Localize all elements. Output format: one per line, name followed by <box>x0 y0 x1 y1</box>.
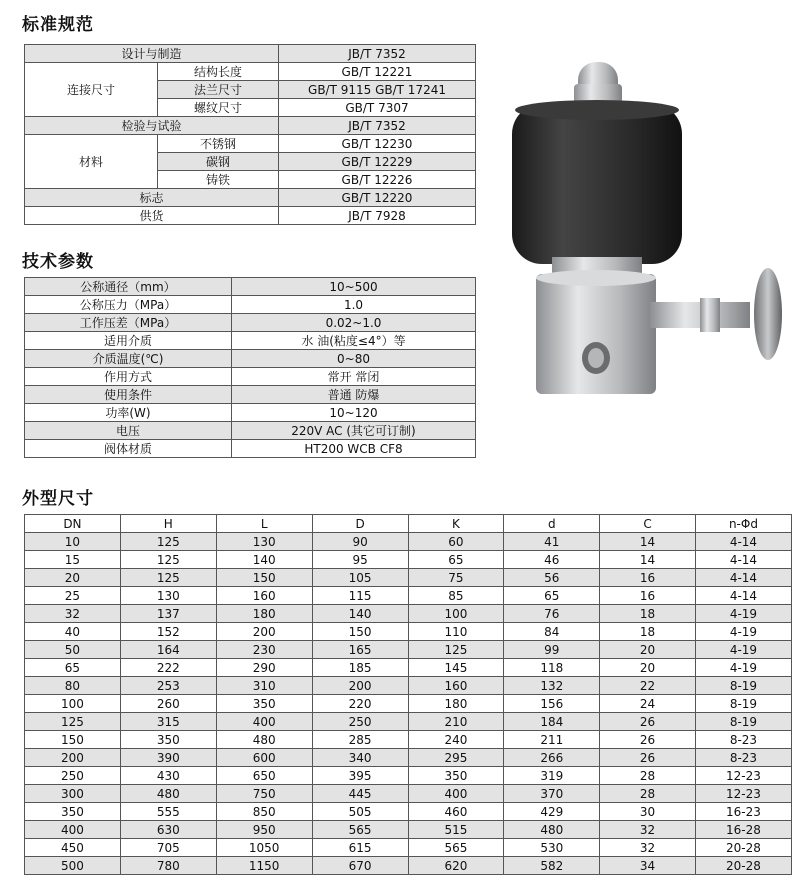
dims-cell: 65 <box>504 587 600 605</box>
dims-cell: 850 <box>216 803 312 821</box>
dims-cell: 220 <box>312 695 408 713</box>
dims-cell: 152 <box>120 623 216 641</box>
dims-cell: 670 <box>312 857 408 875</box>
dims-cell: 266 <box>504 749 600 767</box>
dims-cell: 165 <box>312 641 408 659</box>
standards-sub-label: 法兰尺寸 <box>158 81 279 99</box>
dims-cell: 76 <box>504 605 600 623</box>
dims-cell: 130 <box>216 533 312 551</box>
dims-column-header: DN <box>25 515 121 533</box>
dims-cell: 125 <box>120 551 216 569</box>
dims-cell: 84 <box>504 623 600 641</box>
dims-cell: 16-23 <box>695 803 791 821</box>
dims-column-header: d <box>504 515 600 533</box>
standards-label: 设计与制造 <box>25 45 279 63</box>
dims-cell: 34 <box>600 857 696 875</box>
dims-cell: 100 <box>25 695 121 713</box>
dims-cell: 125 <box>120 569 216 587</box>
dims-cell: 18 <box>600 623 696 641</box>
dims-cell: 450 <box>25 839 121 857</box>
dims-cell: 555 <box>120 803 216 821</box>
table-row <box>25 767 792 785</box>
dims-cell: 40 <box>25 623 121 641</box>
dims-cell: 156 <box>504 695 600 713</box>
dims-cell: 14 <box>600 533 696 551</box>
dims-cell: 4-14 <box>695 551 791 569</box>
tech-label: 电压 <box>25 422 232 440</box>
tech-row <box>25 350 476 368</box>
dims-cell: 56 <box>504 569 600 587</box>
dims-cell: 1150 <box>216 857 312 875</box>
dims-cell: 240 <box>408 731 504 749</box>
dims-cell: 530 <box>504 839 600 857</box>
tech-row <box>25 422 476 440</box>
dims-cell: 480 <box>120 785 216 803</box>
standards-value: GB/T 12221 <box>279 63 476 81</box>
dims-cell: 20-28 <box>695 839 791 857</box>
dims-cell: 26 <box>600 731 696 749</box>
dims-cell: 295 <box>408 749 504 767</box>
tech-row <box>25 296 476 314</box>
dims-cell: 285 <box>312 731 408 749</box>
dims-cell: 615 <box>312 839 408 857</box>
dims-cell: 75 <box>408 569 504 587</box>
standards-label: 供货 <box>25 207 279 225</box>
tech-label: 作用方式 <box>25 368 232 386</box>
dims-cell: 705 <box>120 839 216 857</box>
dims-cell: 429 <box>504 803 600 821</box>
table-row <box>25 785 792 803</box>
standards-value: JB/T 7928 <box>279 207 476 225</box>
dims-cell: 565 <box>408 839 504 857</box>
dims-cell: 132 <box>504 677 600 695</box>
dims-cell: 4-14 <box>695 569 791 587</box>
table-row <box>25 731 792 749</box>
dims-cell: 350 <box>25 803 121 821</box>
dims-cell: 370 <box>504 785 600 803</box>
dims-cell: 4-14 <box>695 533 791 551</box>
dims-cell: 505 <box>312 803 408 821</box>
tech-row <box>25 278 476 296</box>
dims-cell: 18 <box>600 605 696 623</box>
table-row <box>25 677 792 695</box>
tech-row <box>25 368 476 386</box>
dims-cell: 430 <box>120 767 216 785</box>
dims-cell: 150 <box>216 569 312 587</box>
dims-cell: 16-28 <box>695 821 791 839</box>
dims-cell: 222 <box>120 659 216 677</box>
dims-cell: 4-19 <box>695 641 791 659</box>
table-row <box>25 587 792 605</box>
dims-cell: 164 <box>120 641 216 659</box>
standards-value: GB/T 7307 <box>279 99 476 117</box>
dims-cell: 10 <box>25 533 121 551</box>
dims-cell: 115 <box>312 587 408 605</box>
dims-cell: 8-23 <box>695 731 791 749</box>
dims-cell: 250 <box>25 767 121 785</box>
dims-cell: 16 <box>600 587 696 605</box>
table-row <box>25 641 792 659</box>
table-row <box>25 821 792 839</box>
table-row <box>25 713 792 731</box>
dims-cell: 20 <box>600 641 696 659</box>
dims-cell: 16 <box>600 569 696 587</box>
dims-cell: 4-19 <box>695 623 791 641</box>
dims-cell: 500 <box>25 857 121 875</box>
standards-value: GB/T 12220 <box>279 189 476 207</box>
tech-value: 0.02~1.0 <box>232 314 476 332</box>
tech-row <box>25 386 476 404</box>
standards-group-label: 材料 <box>25 135 158 189</box>
dims-cell: 180 <box>408 695 504 713</box>
standards-sub-label: 结构长度 <box>158 63 279 81</box>
dims-cell: 46 <box>504 551 600 569</box>
dims-cell: 400 <box>25 821 121 839</box>
standards-label: 标志 <box>25 189 279 207</box>
dims-cell: 4-19 <box>695 659 791 677</box>
dims-cell: 8-19 <box>695 677 791 695</box>
dims-cell: 390 <box>120 749 216 767</box>
standards-value: GB/T 12230 <box>279 135 476 153</box>
dims-cell: 260 <box>120 695 216 713</box>
solenoid-valve-photo <box>500 52 790 402</box>
valve-body <box>536 274 656 394</box>
table-row <box>25 857 792 875</box>
dims-column-header: D <box>312 515 408 533</box>
standards-sub-label: 碳钢 <box>158 153 279 171</box>
standards-row <box>25 63 476 81</box>
standards-sub-label: 不锈钢 <box>158 135 279 153</box>
table-row <box>25 569 792 587</box>
tech-value: 220V AC (其它可订制) <box>232 422 476 440</box>
dims-column-header: L <box>216 515 312 533</box>
dims-table <box>24 514 792 875</box>
table-row <box>25 605 792 623</box>
standards-table <box>24 44 476 225</box>
standards-group-label: 连接尺寸 <box>25 63 158 117</box>
dims-cell: 8-23 <box>695 749 791 767</box>
dims-cell: 290 <box>216 659 312 677</box>
table-row <box>25 659 792 677</box>
standards-value: GB/T 12226 <box>279 171 476 189</box>
tech-label: 介质温度(℃) <box>25 350 232 368</box>
dims-column-header: C <box>600 515 696 533</box>
dims-cell: 350 <box>216 695 312 713</box>
dims-cell: 8-19 <box>695 695 791 713</box>
table-row <box>25 839 792 857</box>
dims-cell: 650 <box>216 767 312 785</box>
standards-heading: 标准规范 <box>22 15 94 35</box>
dims-cell: 8-19 <box>695 713 791 731</box>
dims-cell: 445 <box>312 785 408 803</box>
dims-cell: 480 <box>504 821 600 839</box>
dims-cell: 28 <box>600 785 696 803</box>
dims-cell: 30 <box>600 803 696 821</box>
dims-column-header: n-Φd <box>695 515 791 533</box>
dims-cell: 565 <box>312 821 408 839</box>
tech-row <box>25 404 476 422</box>
tech-row <box>25 332 476 350</box>
standards-row <box>25 207 476 225</box>
tech-label: 使用条件 <box>25 386 232 404</box>
dims-cell: 950 <box>216 821 312 839</box>
dims-cell: 150 <box>25 731 121 749</box>
tech-label: 适用介质 <box>25 332 232 350</box>
tech-value: 10~500 <box>232 278 476 296</box>
standards-value: JB/T 7352 <box>279 45 476 63</box>
dims-cell: 28 <box>600 767 696 785</box>
dims-cell: 180 <box>216 605 312 623</box>
dims-cell: 14 <box>600 551 696 569</box>
dims-cell: 230 <box>216 641 312 659</box>
dims-header-row <box>25 515 792 533</box>
standards-label: 检验与试验 <box>25 117 279 135</box>
tech-value: 1.0 <box>232 296 476 314</box>
dims-cell: 315 <box>120 713 216 731</box>
dims-cell: 20 <box>600 659 696 677</box>
dims-cell: 200 <box>216 623 312 641</box>
tech-value: 0~80 <box>232 350 476 368</box>
standards-value: GB/T 9115 GB/T 17241 <box>279 81 476 99</box>
standards-value: JB/T 7352 <box>279 117 476 135</box>
dims-cell: 319 <box>504 767 600 785</box>
dims-cell: 125 <box>25 713 121 731</box>
table-row <box>25 551 792 569</box>
dims-cell: 100 <box>408 605 504 623</box>
dims-cell: 253 <box>120 677 216 695</box>
coil-body <box>512 104 682 264</box>
dims-cell: 110 <box>408 623 504 641</box>
dims-cell: 4-19 <box>695 605 791 623</box>
dims-cell: 211 <box>504 731 600 749</box>
dims-cell: 32 <box>25 605 121 623</box>
dims-cell: 99 <box>504 641 600 659</box>
dims-cell: 4-14 <box>695 587 791 605</box>
tech-row <box>25 440 476 458</box>
tech-row <box>25 314 476 332</box>
dims-cell: 26 <box>600 713 696 731</box>
dims-cell: 95 <box>312 551 408 569</box>
dims-cell: 200 <box>25 749 121 767</box>
dims-cell: 150 <box>312 623 408 641</box>
dims-cell: 140 <box>216 551 312 569</box>
dims-cell: 90 <box>312 533 408 551</box>
dims-cell: 350 <box>120 731 216 749</box>
standards-value: GB/T 12229 <box>279 153 476 171</box>
table-row <box>25 623 792 641</box>
dims-cell: 160 <box>216 587 312 605</box>
dims-cell: 630 <box>120 821 216 839</box>
standards-row <box>25 189 476 207</box>
dims-cell: 350 <box>408 767 504 785</box>
dims-cell: 20 <box>25 569 121 587</box>
dims-cell: 140 <box>312 605 408 623</box>
table-row <box>25 533 792 551</box>
standards-row <box>25 45 476 63</box>
dims-cell: 160 <box>408 677 504 695</box>
dims-cell: 780 <box>120 857 216 875</box>
dims-cell: 22 <box>600 677 696 695</box>
dims-cell: 137 <box>120 605 216 623</box>
dims-column-header: H <box>120 515 216 533</box>
dims-cell: 300 <box>25 785 121 803</box>
dims-cell: 340 <box>312 749 408 767</box>
dims-cell: 600 <box>216 749 312 767</box>
dims-cell: 210 <box>408 713 504 731</box>
tech-label: 工作压差（MPa） <box>25 314 232 332</box>
dims-cell: 24 <box>600 695 696 713</box>
dims-cell: 80 <box>25 677 121 695</box>
dims-heading: 外型尺寸 <box>22 489 94 509</box>
dims-cell: 1050 <box>216 839 312 857</box>
handwheel <box>754 268 782 360</box>
dims-cell: 395 <box>312 767 408 785</box>
dims-cell: 20-28 <box>695 857 791 875</box>
table-row <box>25 749 792 767</box>
dims-cell: 130 <box>120 587 216 605</box>
tech-table <box>24 277 476 458</box>
dims-cell: 32 <box>600 821 696 839</box>
standards-row <box>25 117 476 135</box>
tech-value: 水 油(粘度≤4°）等 <box>232 332 476 350</box>
dims-cell: 250 <box>312 713 408 731</box>
dims-cell: 515 <box>408 821 504 839</box>
table-row <box>25 803 792 821</box>
standards-sub-label: 铸铁 <box>158 171 279 189</box>
dims-cell: 145 <box>408 659 504 677</box>
dims-cell: 200 <box>312 677 408 695</box>
tech-value: 普通 防爆 <box>232 386 476 404</box>
dims-cell: 85 <box>408 587 504 605</box>
dims-cell: 750 <box>216 785 312 803</box>
dims-cell: 26 <box>600 749 696 767</box>
dims-cell: 50 <box>25 641 121 659</box>
tech-value: 常开 常闭 <box>232 368 476 386</box>
dims-cell: 310 <box>216 677 312 695</box>
dims-cell: 15 <box>25 551 121 569</box>
tech-label: 功率(W) <box>25 404 232 422</box>
dims-cell: 125 <box>120 533 216 551</box>
dims-cell: 65 <box>408 551 504 569</box>
tech-value: HT200 WCB CF8 <box>232 440 476 458</box>
dims-cell: 460 <box>408 803 504 821</box>
dims-column-header: K <box>408 515 504 533</box>
dims-cell: 12-23 <box>695 785 791 803</box>
tech-label: 公称通径（mm） <box>25 278 232 296</box>
dims-cell: 185 <box>312 659 408 677</box>
dims-cell: 41 <box>504 533 600 551</box>
tech-value: 10~120 <box>232 404 476 422</box>
tech-heading: 技术参数 <box>22 252 94 272</box>
table-row <box>25 695 792 713</box>
standards-sub-label: 螺纹尺寸 <box>158 99 279 117</box>
dims-cell: 125 <box>408 641 504 659</box>
dims-cell: 60 <box>408 533 504 551</box>
dims-cell: 12-23 <box>695 767 791 785</box>
dims-cell: 400 <box>408 785 504 803</box>
dims-cell: 582 <box>504 857 600 875</box>
dims-cell: 65 <box>25 659 121 677</box>
dims-cell: 480 <box>216 731 312 749</box>
dims-cell: 32 <box>600 839 696 857</box>
tech-label: 阀体材质 <box>25 440 232 458</box>
dims-cell: 118 <box>504 659 600 677</box>
tech-label: 公称压力（MPa） <box>25 296 232 314</box>
standards-row <box>25 135 476 153</box>
dims-cell: 25 <box>25 587 121 605</box>
dims-cell: 620 <box>408 857 504 875</box>
dims-cell: 184 <box>504 713 600 731</box>
dims-cell: 400 <box>216 713 312 731</box>
dims-cell: 105 <box>312 569 408 587</box>
